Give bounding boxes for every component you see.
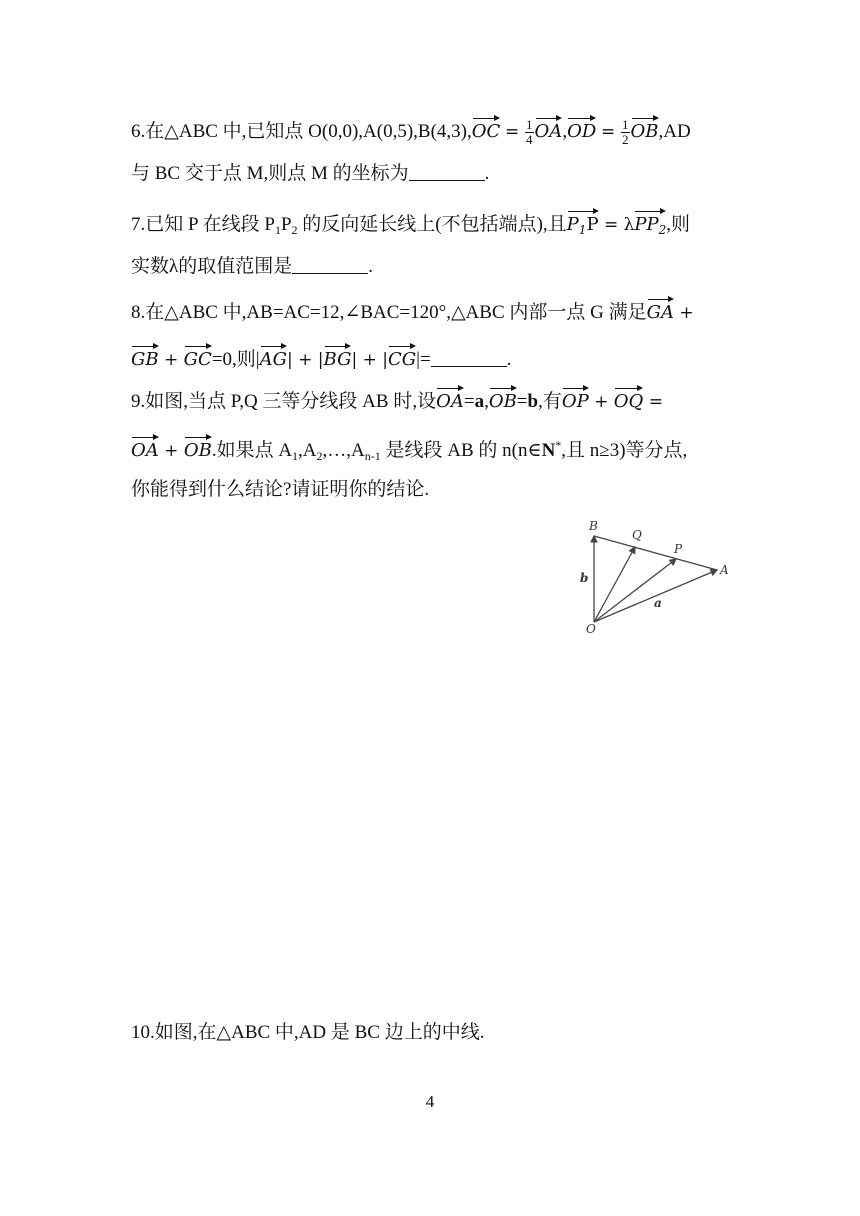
answer-blank[interactable] [292,257,368,274]
segment-oq [594,547,635,622]
vector-ob: OB [184,435,212,463]
equals-sign: = [601,122,616,142]
q9-line2 [131,433,687,468]
vector-p1p [567,209,599,242]
vector-pp2 [634,209,666,242]
fraction-one-half [621,118,630,147]
period: . [506,349,512,370]
subscript: 2 [316,449,323,463]
vector-cg: CG [388,344,416,372]
q9-text: ,A [298,440,317,461]
label-q: Q [632,528,642,542]
q10-text: 10.如图,在△ABC 中,AD 是 BC 边上的中线. [131,1022,485,1043]
vector-gb: GB [131,344,159,372]
vector-bg: BG [324,344,352,372]
q7-text: 7.已知 P 在线段 P [131,214,275,235]
frac-num: 1 [526,117,533,133]
q6-text: 6.在△ABC 中,已知点 O(0,0),A(0,5),B(4,3), [131,121,472,142]
equals-sign: = [643,392,663,412]
equals: = [463,391,475,412]
vector-ob: OB [489,386,517,414]
label-vec-a: a [654,596,662,610]
q9-text: .如果点 A [211,440,293,461]
q10-line1 [131,1021,484,1045]
vector-oc: OC [472,116,501,144]
abs-plus: | + | [287,350,324,370]
q7-text: ,则 [666,214,691,235]
q6-text: 与 BC 交于点 M,则点 M 的坐标为 [131,163,409,184]
plus-sign: + [158,441,184,461]
q6-text-tail: ,AD [658,121,691,142]
frac-den: 2 [622,132,629,148]
segment-op [594,559,676,622]
subscript: 1 [292,449,299,463]
q9-text: ,有 [538,391,562,412]
vector-oa: OA [535,116,563,144]
q9-line3 [131,478,429,502]
q9-text: 9.如图,当点 P,Q 三等分线段 AB 时,设 [131,391,437,412]
subscript: n-1 [364,449,381,463]
vec-part: P [566,214,579,235]
label-o: O [586,622,596,636]
comma: , [484,391,489,412]
q8-line2 [131,344,511,372]
label-a: A [720,563,729,577]
equals: = [516,391,528,412]
abs-plus: | + | [351,350,388,370]
q7-text: P [280,214,292,235]
q8-line1 [131,297,694,325]
subscript: 2 [658,223,667,237]
q7-line2 [131,255,373,279]
vector-od: OD [567,116,596,144]
frac-den: 4 [526,132,533,148]
comma: , [562,121,568,142]
q9-text: ,…,A [322,440,365,461]
label-p: P [674,542,683,556]
page-number: 4 [425,1092,435,1111]
q9-text: ,且 n≥3)等分点, [561,440,688,461]
plus-sign: + [158,350,184,370]
plus-sign: + [674,303,694,323]
subscript: 1 [274,223,281,237]
equals-lambda: = λ [598,215,635,235]
equals-sign: = [505,122,520,142]
label-b: B [589,519,598,533]
q9-line1 [131,386,663,414]
vector-op: OP [562,386,589,414]
q8-text: =0,则| [211,349,260,370]
q8-text: 8.在△ABC 中,AB=AC=12,∠BAC=120°,△ABC 内部一点 G 满足 [131,302,647,323]
vector-ga: GA [647,297,674,325]
vec-part: PP [634,214,659,235]
vector-figure [570,512,740,642]
q7-text: 的反向延长线上(不包括端点),且 [297,214,567,235]
period: . [484,163,490,184]
subscript: 2 [291,223,298,237]
subscript: 1 [578,223,587,237]
fraction-one-quarter [525,118,534,147]
period: . [368,256,373,277]
vector-gc: GC [184,344,212,372]
plus-sign: + [588,392,614,412]
bold-a: a [474,391,485,412]
natural-numbers-symbol: N [541,440,556,461]
vec-part: P [586,214,599,235]
vector-ob: OB [631,116,659,144]
q6-line1 [131,116,691,147]
q9-text: 是线段 AB 的 n(n∈ [380,440,542,461]
q7-text: 实数λ的取值范围是 [131,256,293,277]
answer-blank[interactable] [431,350,507,367]
vector-ag: AG [260,344,287,372]
q7-line1 [131,209,690,242]
q6-line2 [131,162,489,186]
frac-num: 1 [622,117,629,133]
bold-b: b [527,391,539,412]
label-vec-b: b [580,571,589,585]
vector-oa: OA [131,435,159,463]
vector-oa: OA [436,386,464,414]
superscript: * [555,438,562,452]
segment-ba [594,536,717,570]
vector-oq: OQ [614,386,644,414]
answer-blank[interactable] [409,164,485,181]
q8-text: |= [416,349,431,370]
q9-text: 你能得到什么结论?请证明你的结论. [131,479,430,500]
